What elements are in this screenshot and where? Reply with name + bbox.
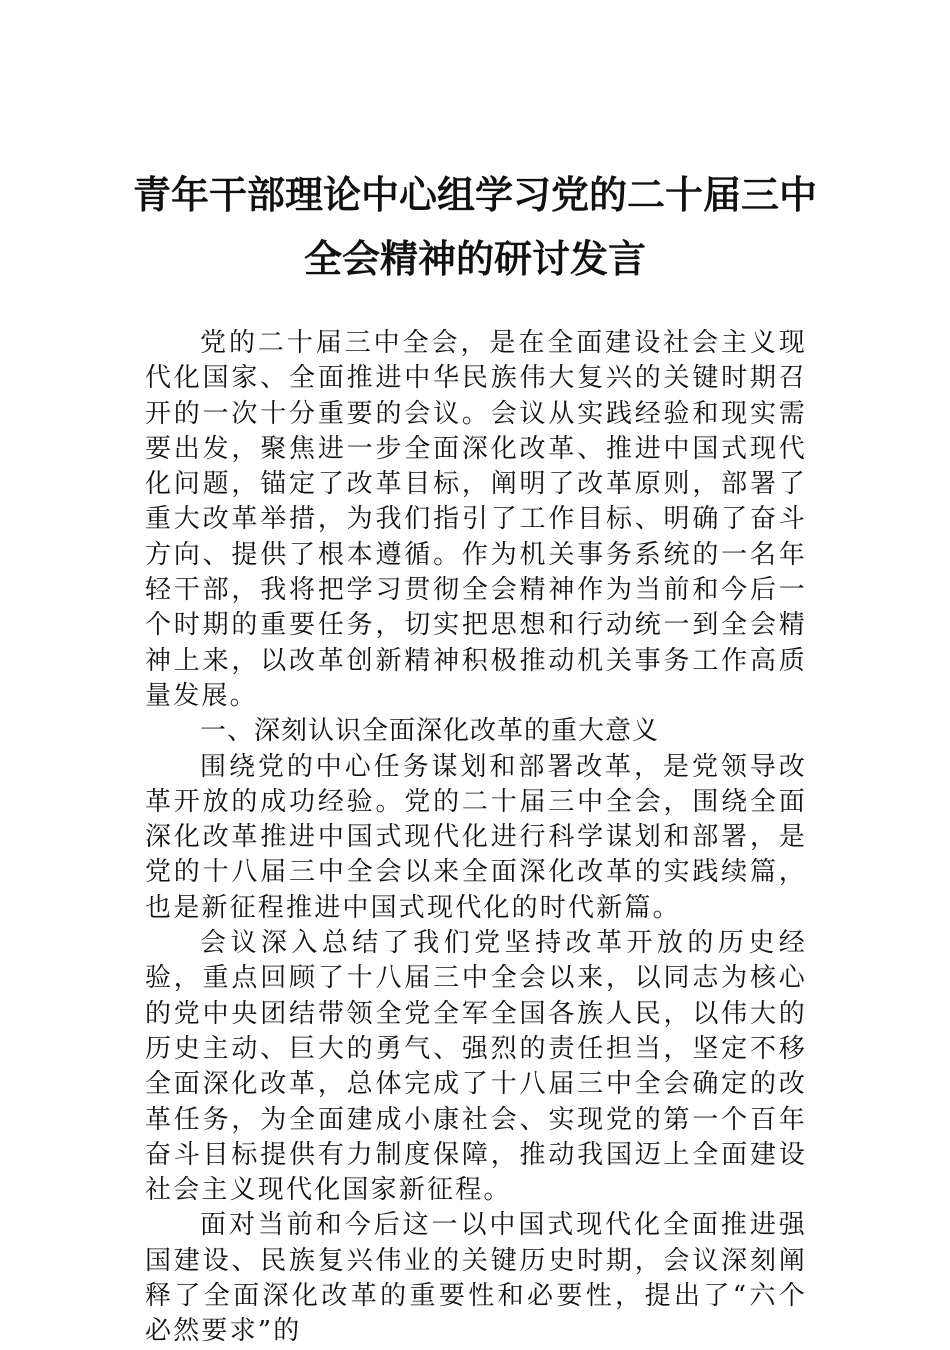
body-paragraph: 党的二十届三中全会，是在全面建设社会主义现代化国家、全面推进中华民族伟大复兴的关键时期召开的一次十分重要的会议。会议从实践经验和现实需要出发，聚焦进一步全面深化改革、推进中国式现代化问题，锚定了改革目标，阐明了改革原则，部署了重大改革举措，为我们指引了工作目标、明确了奋斗方向、提供了根本遵循。作为机关事务系统的一名年轻干部，我将把学习贯彻全会精神作为当前和今后一个时期的重要任务，切实把思想和行动统一到全会精神上来，以改革创新精神积极推动机关事务工作高质量发展。 xyxy=(145,328,807,711)
document-body xyxy=(145,326,807,1350)
section-heading: 一、深刻认识全面深化改革的重大意义 xyxy=(200,716,660,747)
body-paragraph: 会议深入总结了我们党坚持改革开放的历史经验，重点回顾了十八届三中全会以来，以同志为核心的党中央团结带领全党全军全国各族人民，以伟大的历史主动、巨大的勇气、强烈的责任担当，坚定不移全面深化改革，总体完成了十八届三中全会确定的改革任务，为全面建成小康社会、实现党的第一个百年奋斗目标提供有力制度保障，推动我国迈上全面建设社会主义现代化国家新征程。 xyxy=(145,928,807,1206)
body-paragraph: 面对当前和今后这一以中国式现代化全面推进强国建设、民族复兴伟业的关键历史时期，会议深刻阐释了全面深化改革的重要性和必要性，提出了“六个必然要求”的 xyxy=(145,1210,807,1347)
document-title-line-2: 全会精神的研讨发言 xyxy=(303,236,646,281)
body-paragraph: 围绕党的中心任务谋划和部署改革，是党领导改革开放的成功经验。党的二十届三中全会，围绕全面深化改革推进中国式现代化进行科学谋划和部署，是党的十八届三中全会以来全面深化改革的实践续篇，也是新征程推进中国式现代化的时代新篇。 xyxy=(145,751,807,923)
document-title-line-1: 青年干部理论中心组学习党的二十届三中 xyxy=(132,172,817,217)
